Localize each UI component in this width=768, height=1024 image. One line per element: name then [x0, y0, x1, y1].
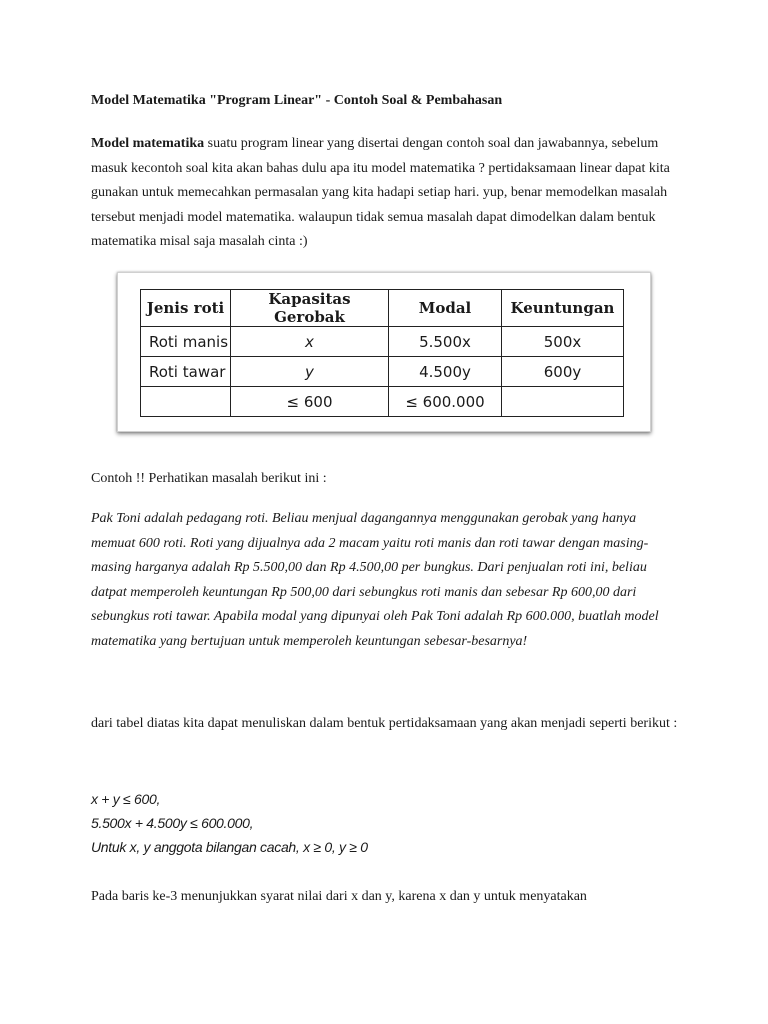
- table-header-cell: Modal: [389, 290, 502, 327]
- table-cell: 5.500x: [389, 327, 502, 357]
- page-title: Model Matematika "Program Linear" - Contoh Soal & Pembahasan: [91, 93, 503, 108]
- table-cell: [502, 387, 624, 417]
- table-row: [141, 327, 624, 357]
- table-figure: [117, 272, 651, 432]
- intro-text: suatu program linear yang disertai dengan contoh soal dan jawabannya, sebelum masuk kecontoh soal kita akan bahas dulu apa itu model matematika ? pertidaksamaan linear dapat kita gunakan untuk memecahkan permasalan yang kita hadapi setiap hari. yup, benar memodelkan masalah tersebut menjadi model matematika. walaupun tidak semua masalah dapat dimodelkan dalam bentuk matematika misal saja masalah cinta :): [91, 136, 670, 249]
- problem-paragraph: Pak Toni adalah pedagang roti. Beliau menjual dagangannya menggunakan gerobak yang hanya memuat 600 roti. Roti yang dijualnya ada 2 macam yaitu roti manis dan roti tawar dengan masing-masing harganya adalah Rp 5.500,00 dan Rp 4.500,00 per bungkus. Dari penjualan roti ini, beliau datpat memperoleh keuntungan Rp 500,00 dari sebungkus roti manis dan sebesar Rp 600,00 dari sebungkus roti tawar. Apabila modal yang dipunyai oleh Pak Toni adalah Rp 600.000, buatlah model matematika yang bertujuan untuk memperoleh keuntungan sebesar-besarnya!: [91, 511, 659, 649]
- table-cell: 500x: [502, 327, 624, 357]
- intro-bold-term: Model matematika: [91, 136, 205, 151]
- table-cell: x: [231, 327, 389, 357]
- table-cell: Roti manis: [141, 327, 231, 357]
- table-header-row: [141, 290, 624, 327]
- equation-line: Untuk x, y anggota bilangan cacah, x ≥ 0, y ≥ 0: [91, 839, 368, 855]
- intro-paragraph: [91, 132, 681, 255]
- table-cell: y: [231, 357, 389, 387]
- table-header-cell: Jenis roti: [141, 290, 231, 327]
- table-row: [141, 357, 624, 387]
- table-cell: [141, 387, 231, 417]
- table-cell: ≤ 600.000: [389, 387, 502, 417]
- table-header-cell: Keuntungan: [502, 290, 624, 327]
- table-cell: 600y: [502, 357, 624, 387]
- table-cell: 4.500y: [389, 357, 502, 387]
- table-header-cell: Kapasitas Gerobak: [231, 290, 389, 327]
- equation-line: 5.500x + 4.500y ≤ 600.000,: [91, 815, 254, 831]
- equation-line: x + y ≤ 600,: [91, 791, 161, 807]
- explanation-paragraph: dari tabel diatas kita dapat menuliskan dalam bentuk pertidaksamaan yang akan menjadi seperti berikut :: [91, 716, 678, 731]
- closing-paragraph: Pada baris ke-3 menunjukkan syarat nilai dari x dan y, karena x dan y untuk menyatakan: [91, 889, 587, 904]
- roti-table: [140, 289, 624, 417]
- example-heading: Contoh !! Perhatikan masalah berikut ini :: [91, 471, 327, 486]
- table-cell: ≤ 600: [231, 387, 389, 417]
- table-cell: Roti tawar: [141, 357, 231, 387]
- table-row: [141, 387, 624, 417]
